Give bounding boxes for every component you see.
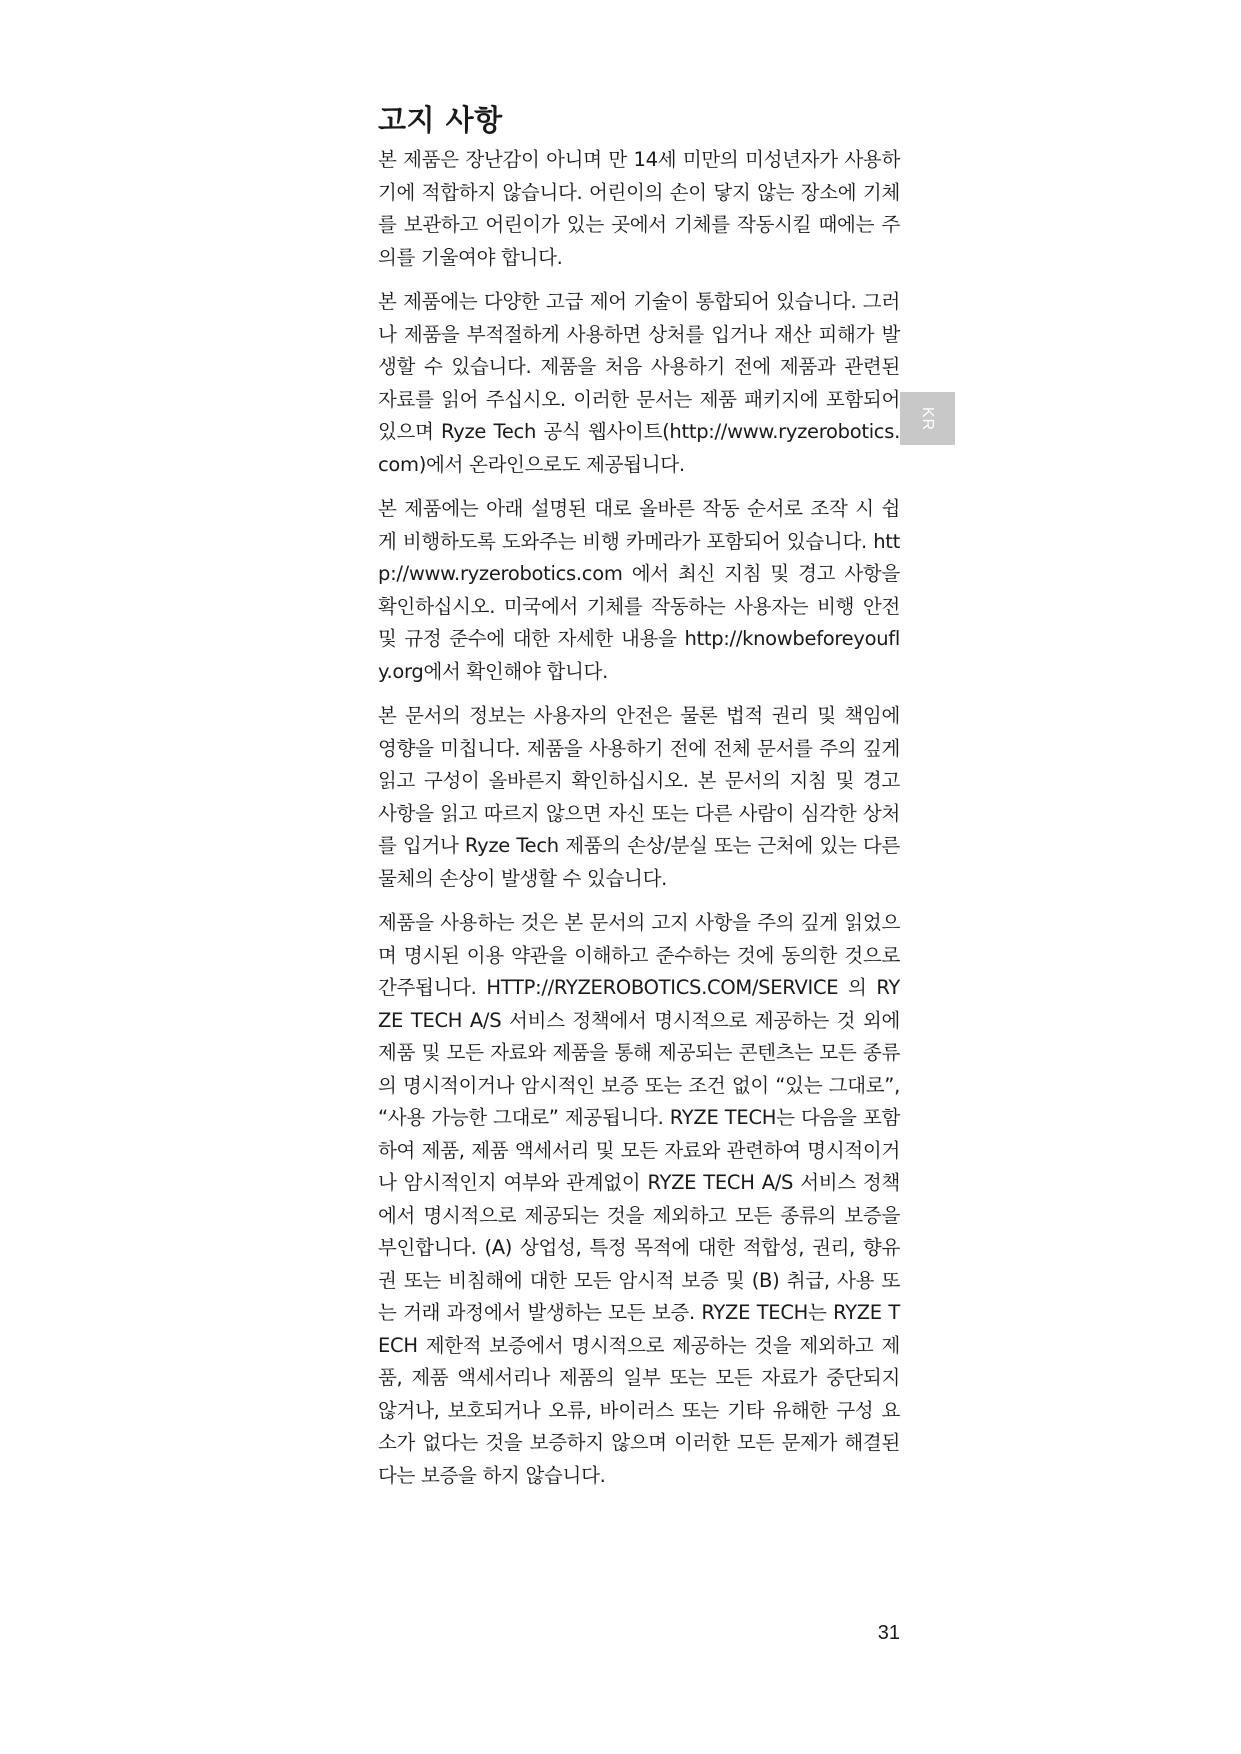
paragraph-warranty-disclaimer: 제품을 사용하는 것은 본 문서의 고지 사항을 주의 깊게 읽었으며 명시된 이용 약관을 이해하고 준수하는 것에 동의한 것으로 간주됩니다. HTTP://RYZEROBOTICS.COM/SERVICE 의 RYZE TECH A/S 서비스 정책에서 명시적으로 제공하는 것 외에 제품 및 모든 자료와 제품을 통해 제공되는 콘텐츠는 모든 종류의 명시적이거나 암시적인 보증 또는 조건 없이 “있는 그대로”, “사용 가능한 그대로” 제공됩니다. RYZE TECH는 다음을 포함하여 제품, 제품 액세서리 및 모든 자료와 관련하여 명시적이거나 암시적인지 여부와 관계없이 RYZE TECH A/S 서비스 정책에서 명시적으로 제공되는 것을 제외하고 모든 종류의 보증을 부인합니다. (A) 상업성, 특정 목적에 대한 적합성, 권리, 향유권 또는 비침해에 대한 모든 암시적 보증 및 (B) 취급, 사용 또는 거래 과정에서 발생하는 모든 보증. RYZE TECH는 RYZE TECH 제한적 보증에서 명시적으로 제공하는 것을 제외하고 제품, 제품 액세서리나 제품의 일부 또는 모든 자료가 중단되지 않거나, 보호되거나 오류, 바이러스 또는 기타 유해한 구성 요소가 없다는 것을 보증하지 않으며 이러한 모든 문제가 해결된다는 보증을 하지 않습니다.	[378, 911, 900, 1487]
paragraph-flight-camera: 본 제품에는 아래 설명된 대로 올바른 작동 순서로 조작 시 쉽게 비행하도록 도와주는 비행 카메라가 포함되어 있습니다. http://www.ryzerobotics.com 에서 최신 지침 및 경고 사항을 확인하십시오. 미국에서 기체를 작동하는 사용자는 비행 안전 및 규정 준수에 대한 자세한 내용을 http://knowbeforeyoufly.org에서 확인해야 합니다.	[378, 497, 900, 683]
language-tab-label: KR	[919, 406, 937, 431]
paragraph-product-technology: 본 제품에는 다양한 고급 제어 기술이 통합되어 있습니다. 그러나 제품을 부적절하게 사용하면 상처를 입거나 재산 피해가 발생할 수 있습니다. 제품을 처음 사용하기 전에 제품과 관련된 자료를 읽어 주십시오. 이러한 문서는 제품 패키지에 포함되어 있으며 Ryze Tech 공식 웹사이트(http://www.ryzerobotics.com)에서 온라인으로도 제공됩니다.	[378, 290, 900, 476]
paragraph-document-info: 본 문서의 정보는 사용자의 안전은 물론 법적 권리 및 책임에 영향을 미칩니다. 제품을 사용하기 전에 전체 문서를 주의 깊게 읽고 구성이 올바른지 확인하십시오. 본 문서의 지침 및 경고 사항을 읽고 따르지 않으면 자신 또는 다른 사람이 심각한 상처를 입거나 Ryze Tech 제품의 손상/분실 또는 근처에 있는 다른 물체의 손상이 발생할 수 있습니다.	[378, 704, 900, 890]
page-number: 31	[877, 1622, 900, 1644]
language-tab	[900, 392, 955, 445]
disclaimer-section	[378, 100, 900, 1504]
paragraph-age-warning: 본 제품은 장난감이 아니며 만 14세 미만의 미성년자가 사용하기에 적합하지 않습니다. 어린이의 손이 닿지 않는 장소에 기체를 보관하고 어린이가 있는 곳에서 기체를 작동시킬 때에는 주의를 기울여야 합니다.	[378, 148, 900, 269]
section-title: 고지 사항	[378, 103, 503, 137]
